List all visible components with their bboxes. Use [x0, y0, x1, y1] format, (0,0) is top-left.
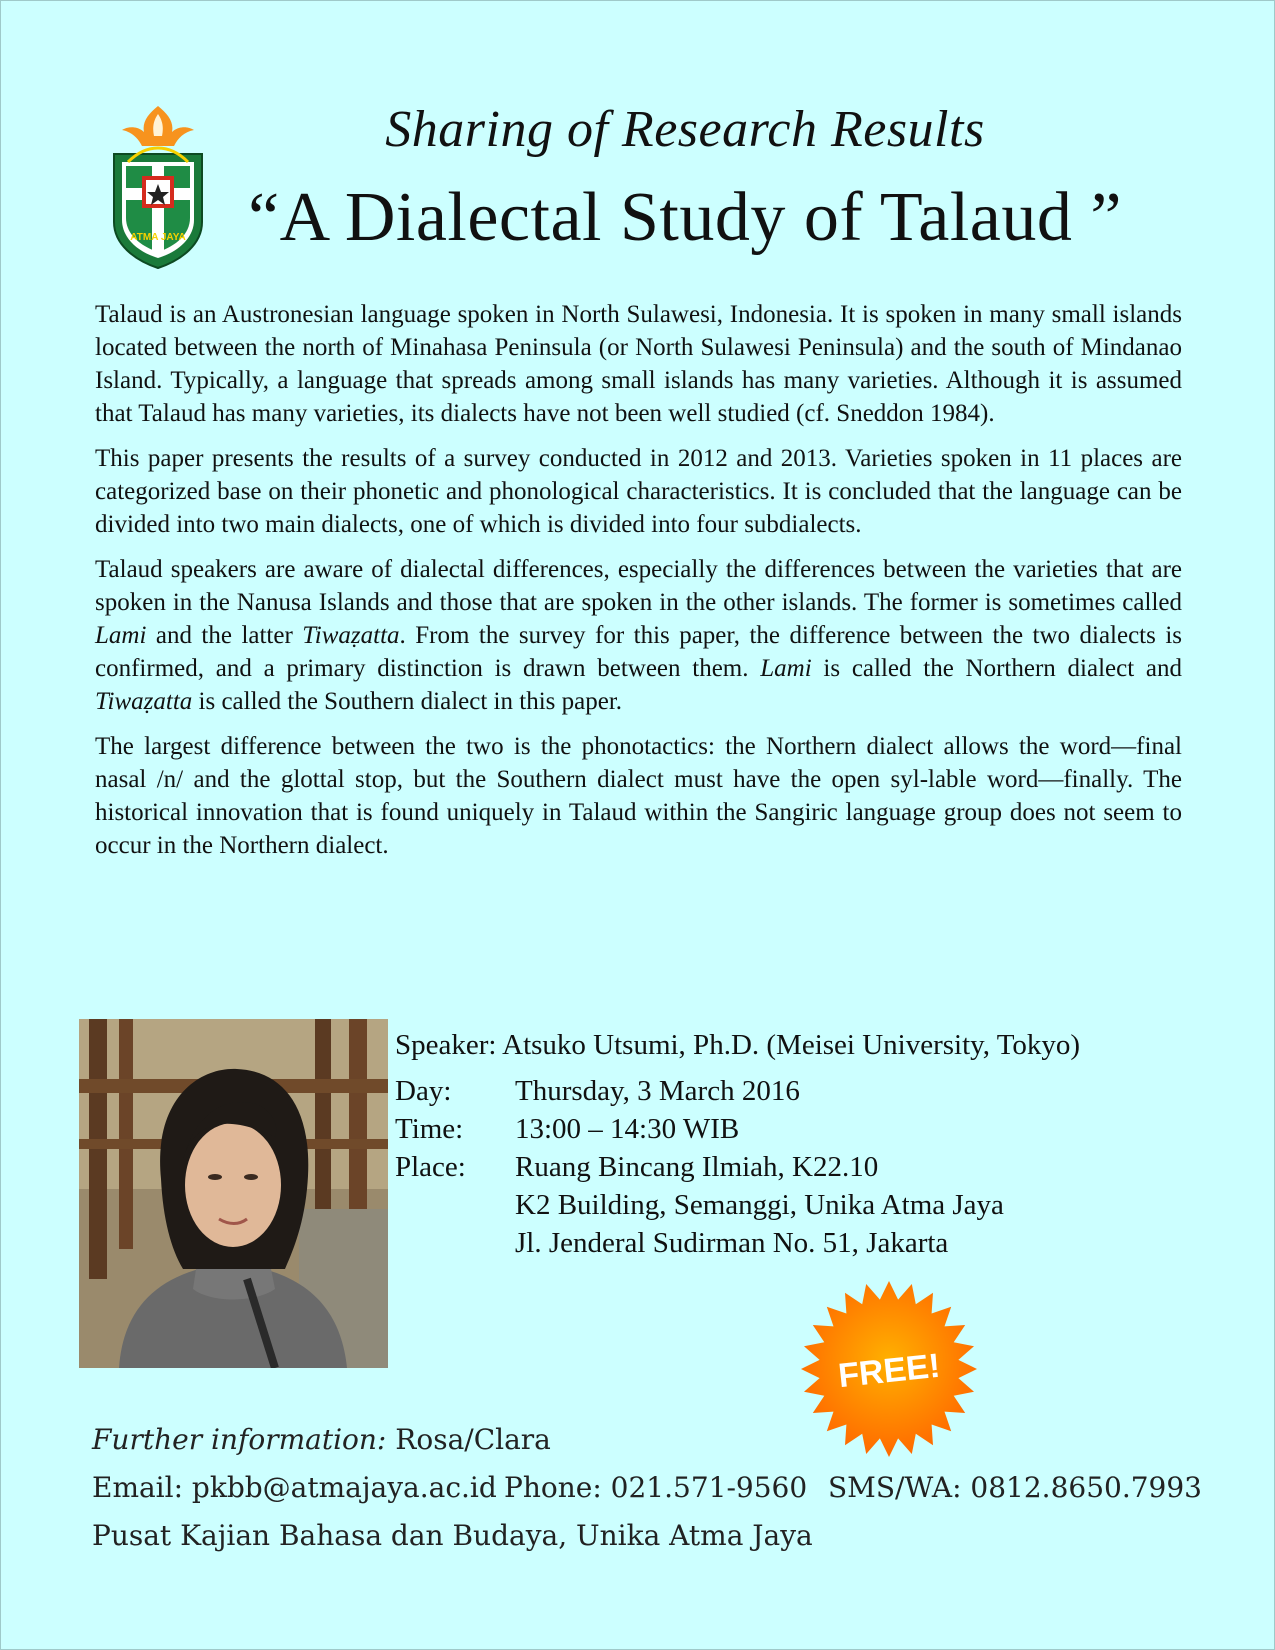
time-value: 13:00 – 14:30 WIB: [515, 1113, 740, 1145]
free-badge-text: FREE!: [836, 1346, 942, 1396]
logo-text: ATMA JAYA: [130, 232, 186, 243]
further-info-label: Further information:: [92, 1423, 387, 1456]
place-label: Place:: [395, 1151, 466, 1183]
abstract-paragraph-3: [95, 553, 1182, 718]
place-line-1: Ruang Bincang Ilmiah, K22.10: [515, 1151, 879, 1183]
time-label: Time:: [395, 1113, 464, 1145]
abstract-paragraph-1: Talaud is an Austronesian language spoken in North Sulawesi, Indonesia. It is spoken in many small islands located between the north of Minahasa Peninsula (or North Sulawesi Peninsula) and the south of Mindanao Island. Typically, a language that spreads among small islands has many varieties. Although it is assumed that Talaud has many varieties, its dialects have not been well studied (cf. Sneddon 1984).: [95, 301, 1182, 427]
speaker-label: Speaker:: [395, 1029, 497, 1061]
lami-term: Lami: [95, 622, 147, 649]
further-info-row: [92, 1416, 1242, 1464]
phone-text: Phone: 021.571-9560: [504, 1471, 808, 1504]
p3-text-c: . From the survey for this paper, the difference between the two dialects is confirmed, and a primary distinction is drawn between them.: [95, 622, 1182, 682]
email-text: Email: pkbb@atmajaya.ac.id: [92, 1471, 497, 1504]
event-details: [395, 1026, 1195, 1262]
tiwazatta-term: Tiwaẓatta: [302, 622, 400, 649]
place-line-2: K2 Building, Semanggi, Unika Atma Jaya: [515, 1189, 1004, 1221]
lami-term-2: Lami: [760, 655, 812, 682]
speaker-photo: [79, 1019, 388, 1368]
day-row: [395, 1072, 1195, 1110]
time-row: [395, 1110, 1195, 1148]
place-line-3: Jl. Jenderal Sudirman No. 51, Jakarta: [515, 1227, 949, 1259]
contact-row: [92, 1464, 1242, 1512]
further-info-value: Rosa/Clara: [386, 1423, 551, 1456]
day-label: Day:: [395, 1075, 452, 1107]
speaker-value: Atsuko Utsumi, Ph.D. (Meisei University, Tokyo): [502, 1029, 1081, 1061]
organization-name: Pusat Kajian Bahasa dan Budaya, Unika Atma Jaya: [92, 1519, 813, 1552]
footer: [92, 1416, 1242, 1560]
sms-text: SMS/WA: 0812.8650.7993: [828, 1471, 1202, 1504]
abstract-paragraph-2: This paper presents the results of a survey conducted in 2012 and 2013. Varieties spoken in 11 places are categorized base on their phonetic and phonological characteristics. It is concluded that the language can be divided into two main dialects, one of which is divided into four subdialects.: [95, 445, 1182, 538]
abstract: [95, 298, 1182, 874]
event-subtitle: Sharing of Research Results: [385, 101, 985, 158]
place-row: [395, 1148, 1195, 1186]
tiwazatta-term-2: Tiwaẓatta: [95, 688, 193, 715]
p3-text-a: Talaud speakers are aware of dialectal differences, especially the differences between the varieties that are spoken in the Nanusa Islands and those that are spoken in the other islands. The former is sometimes called: [95, 556, 1182, 616]
abstract-paragraph-4: The largest difference between the two is the phonotactics: the Northern dialect allows the word—final nasal /n/ and the glottal stop, but the Southern dialect must have the open syl-lable word—finally. The historical innovation that is found uniquely in Talaud within the Sangiric language group does not seem to occur in the Northern dialect.: [95, 733, 1182, 859]
p3-text-b: and the latter: [146, 622, 303, 649]
p3-text-e: is called the Southern dialect in this paper.: [192, 688, 623, 715]
p3-text-d: is called the Northern dialect and: [811, 655, 1182, 682]
day-value: Thursday, 3 March 2016: [515, 1075, 800, 1107]
speaker-row: [395, 1026, 1195, 1064]
event-title: “A Dialectal Study of Talaud ”: [248, 179, 1122, 256]
